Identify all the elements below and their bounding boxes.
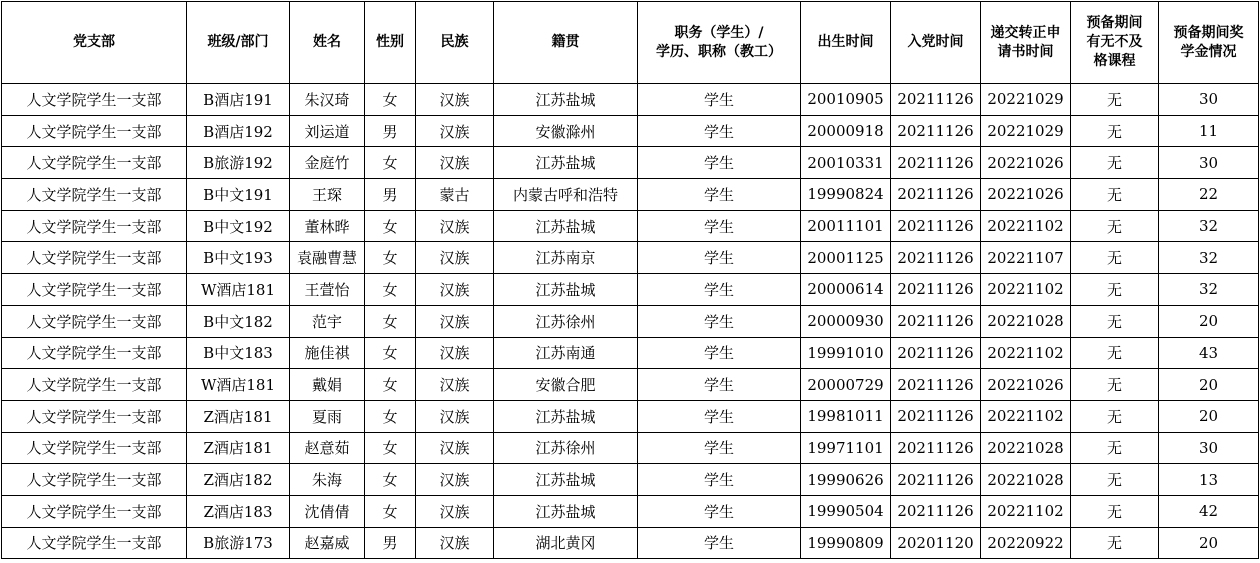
cell-name: 王萱怡: [290, 274, 365, 306]
cell-join: 20211126: [891, 464, 981, 496]
cell-ethnicity: 汉族: [416, 400, 494, 432]
cell-class: Z酒店182: [187, 464, 290, 496]
header-row: [2, 2, 1259, 84]
table-row: [2, 242, 1259, 274]
cell-gender: 女: [365, 274, 416, 306]
header-birth: 出生时间: [801, 2, 891, 84]
cell-apply: 20221102: [981, 337, 1071, 369]
cell-birth: 19990504: [801, 495, 891, 527]
cell-name: 沈倩倩: [290, 495, 365, 527]
cell-award: 32: [1159, 242, 1259, 274]
cell-class: B酒店192: [187, 115, 290, 147]
header-name: 姓名: [290, 2, 365, 84]
table-row: [2, 369, 1259, 401]
cell-branch: 人文学院学生一支部: [2, 147, 187, 179]
cell-position: 学生: [638, 495, 801, 527]
header-award-line2: 学金情况: [1180, 43, 1237, 60]
table-row: [2, 337, 1259, 369]
cell-branch: 人文学院学生一支部: [2, 527, 187, 559]
cell-ethnicity: 汉族: [416, 495, 494, 527]
cell-position: 学生: [638, 179, 801, 211]
cell-birth: 19991010: [801, 337, 891, 369]
cell-branch: 人文学院学生一支部: [2, 464, 187, 496]
cell-join: 20211126: [891, 242, 981, 274]
cell-apply: 20221029: [981, 115, 1071, 147]
cell-gender: 女: [365, 464, 416, 496]
cell-apply: 20221026: [981, 147, 1071, 179]
cell-ethnicity: 汉族: [416, 432, 494, 464]
cell-join: 20211126: [891, 369, 981, 401]
cell-join: 20211126: [891, 400, 981, 432]
cell-gender: 男: [365, 527, 416, 559]
cell-award: 32: [1159, 274, 1259, 306]
cell-award: 30: [1159, 84, 1259, 116]
cell-fail: 无: [1071, 527, 1159, 559]
cell-branch: 人文学院学生一支部: [2, 115, 187, 147]
header-apply-line1: 递交转正申: [990, 24, 1061, 41]
cell-class: W酒店181: [187, 369, 290, 401]
cell-class: W酒店181: [187, 274, 290, 306]
cell-ethnicity: 汉族: [416, 527, 494, 559]
cell-award: 42: [1159, 495, 1259, 527]
cell-branch: 人文学院学生一支部: [2, 210, 187, 242]
cell-birth: 19990809: [801, 527, 891, 559]
cell-birth: 20011101: [801, 210, 891, 242]
cell-origin: 安徽合肥: [494, 369, 638, 401]
cell-name: 朱汉琦: [290, 84, 365, 116]
cell-apply: 20221029: [981, 84, 1071, 116]
cell-join: 20211126: [891, 210, 981, 242]
cell-fail: 无: [1071, 369, 1159, 401]
header-fail-line2: 有无不及: [1086, 34, 1143, 50]
header-fail-line1: 预备期间: [1086, 15, 1143, 31]
cell-gender: 女: [365, 305, 416, 337]
header-fail-line3: 格课程: [1093, 53, 1136, 69]
cell-class: B中文192: [187, 210, 290, 242]
cell-birth: 19990824: [801, 179, 891, 211]
cell-ethnicity: 汉族: [416, 115, 494, 147]
cell-gender: 女: [365, 432, 416, 464]
cell-birth: 20000614: [801, 274, 891, 306]
table-row: [2, 432, 1259, 464]
cell-origin: 江苏盐城: [494, 495, 638, 527]
header-origin: 籍贯: [494, 2, 638, 84]
cell-gender: 女: [365, 210, 416, 242]
cell-gender: 女: [365, 84, 416, 116]
cell-award: 30: [1159, 147, 1259, 179]
cell-class: B中文183: [187, 337, 290, 369]
cell-join: 20211126: [891, 84, 981, 116]
cell-apply: 20221102: [981, 495, 1071, 527]
cell-apply: 20221028: [981, 432, 1071, 464]
cell-name: 戴娟: [290, 369, 365, 401]
cell-apply: 20221107: [981, 242, 1071, 274]
cell-name: 董林晔: [290, 210, 365, 242]
header-position: [638, 2, 801, 84]
cell-award: 20: [1159, 305, 1259, 337]
cell-position: 学生: [638, 432, 801, 464]
cell-ethnicity: 汉族: [416, 210, 494, 242]
cell-position: 学生: [638, 305, 801, 337]
cell-origin: 江苏盐城: [494, 147, 638, 179]
cell-branch: 人文学院学生一支部: [2, 400, 187, 432]
cell-class: Z酒店181: [187, 432, 290, 464]
cell-position: 学生: [638, 210, 801, 242]
roster-body: [2, 84, 1259, 559]
cell-birth: 20000930: [801, 305, 891, 337]
cell-name: 赵意茹: [290, 432, 365, 464]
cell-apply: 20221026: [981, 369, 1071, 401]
cell-origin: 江苏徐州: [494, 305, 638, 337]
header-position-line2: 学历、职称（教工）: [656, 43, 782, 60]
cell-origin: 江苏盐城: [494, 400, 638, 432]
header-award-line1: 预备期间奖: [1173, 24, 1244, 41]
cell-gender: 女: [365, 337, 416, 369]
header-apply-line2: 请书时间: [997, 43, 1054, 60]
header-gender: 性别: [365, 2, 416, 84]
cell-fail: 无: [1071, 432, 1159, 464]
cell-join: 20211126: [891, 179, 981, 211]
cell-ethnicity: 汉族: [416, 147, 494, 179]
cell-fail: 无: [1071, 305, 1159, 337]
cell-birth: 19990626: [801, 464, 891, 496]
cell-fail: 无: [1071, 337, 1159, 369]
cell-branch: 人文学院学生一支部: [2, 305, 187, 337]
table-row: [2, 115, 1259, 147]
cell-birth: 20001125: [801, 242, 891, 274]
cell-gender: 女: [365, 400, 416, 432]
cell-name: 王琛: [290, 179, 365, 211]
cell-apply: 20221028: [981, 305, 1071, 337]
cell-ethnicity: 汉族: [416, 369, 494, 401]
table-row: [2, 147, 1259, 179]
cell-birth: 20000918: [801, 115, 891, 147]
cell-branch: 人文学院学生一支部: [2, 369, 187, 401]
cell-apply: 20221026: [981, 179, 1071, 211]
cell-ethnicity: 汉族: [416, 242, 494, 274]
cell-birth: 20010331: [801, 147, 891, 179]
table-row: [2, 305, 1259, 337]
cell-award: 13: [1159, 464, 1259, 496]
cell-fail: 无: [1071, 115, 1159, 147]
table-row: [2, 464, 1259, 496]
table-row: [2, 179, 1259, 211]
cell-ethnicity: 汉族: [416, 305, 494, 337]
cell-apply: 20220922: [981, 527, 1071, 559]
cell-join: 20211126: [891, 337, 981, 369]
cell-birth: 20000729: [801, 369, 891, 401]
cell-origin: 江苏南通: [494, 337, 638, 369]
cell-gender: 女: [365, 147, 416, 179]
cell-fail: 无: [1071, 495, 1159, 527]
table-row: [2, 210, 1259, 242]
cell-position: 学生: [638, 400, 801, 432]
cell-class: B中文182: [187, 305, 290, 337]
cell-fail: 无: [1071, 84, 1159, 116]
table-row: [2, 274, 1259, 306]
cell-origin: 江苏盐城: [494, 84, 638, 116]
cell-gender: 女: [365, 242, 416, 274]
cell-award: 20: [1159, 369, 1259, 401]
cell-join: 20211126: [891, 305, 981, 337]
cell-award: 32: [1159, 210, 1259, 242]
cell-ethnicity: 汉族: [416, 337, 494, 369]
cell-ethnicity: 汉族: [416, 274, 494, 306]
cell-fail: 无: [1071, 400, 1159, 432]
cell-branch: 人文学院学生一支部: [2, 179, 187, 211]
cell-name: 范宇: [290, 305, 365, 337]
cell-position: 学生: [638, 527, 801, 559]
cell-join: 20211126: [891, 147, 981, 179]
cell-award: 43: [1159, 337, 1259, 369]
cell-class: B旅游173: [187, 527, 290, 559]
table-row: [2, 495, 1259, 527]
cell-class: B旅游192: [187, 147, 290, 179]
cell-ethnicity: 蒙古: [416, 179, 494, 211]
cell-join: 20211126: [891, 432, 981, 464]
cell-name: 施佳祺: [290, 337, 365, 369]
cell-ethnicity: 汉族: [416, 84, 494, 116]
cell-class: B酒店191: [187, 84, 290, 116]
cell-name: 朱海: [290, 464, 365, 496]
cell-join: 20211126: [891, 495, 981, 527]
header-position-line1: 职务（学生）/: [674, 24, 764, 41]
cell-fail: 无: [1071, 274, 1159, 306]
header-join: 入党时间: [891, 2, 981, 84]
cell-origin: 江苏盐城: [494, 210, 638, 242]
cell-fail: 无: [1071, 147, 1159, 179]
cell-gender: 男: [365, 115, 416, 147]
cell-branch: 人文学院学生一支部: [2, 84, 187, 116]
cell-class: B中文191: [187, 179, 290, 211]
member-roster-table: [1, 1, 1259, 559]
cell-join: 20211126: [891, 115, 981, 147]
cell-class: B中文193: [187, 242, 290, 274]
cell-fail: 无: [1071, 210, 1159, 242]
cell-join: 20211126: [891, 274, 981, 306]
table-row: [2, 84, 1259, 116]
cell-branch: 人文学院学生一支部: [2, 432, 187, 464]
cell-origin: 安徽滁州: [494, 115, 638, 147]
cell-join: 20201120: [891, 527, 981, 559]
cell-origin: 湖北黄冈: [494, 527, 638, 559]
cell-position: 学生: [638, 369, 801, 401]
cell-branch: 人文学院学生一支部: [2, 274, 187, 306]
cell-birth: 19971101: [801, 432, 891, 464]
table-row: [2, 527, 1259, 559]
cell-apply: 20221028: [981, 464, 1071, 496]
cell-position: 学生: [638, 274, 801, 306]
header-class: 班级/部门: [187, 2, 290, 84]
cell-name: 赵嘉威: [290, 527, 365, 559]
cell-class: Z酒店181: [187, 400, 290, 432]
cell-apply: 20221102: [981, 210, 1071, 242]
cell-gender: 男: [365, 179, 416, 211]
cell-position: 学生: [638, 337, 801, 369]
table-row: [2, 400, 1259, 432]
header-branch: 党支部: [2, 2, 187, 84]
cell-origin: 江苏盐城: [494, 274, 638, 306]
header-apply: [981, 2, 1071, 84]
cell-class: Z酒店183: [187, 495, 290, 527]
header-ethnicity: 民族: [416, 2, 494, 84]
cell-position: 学生: [638, 84, 801, 116]
cell-birth: 20010905: [801, 84, 891, 116]
cell-ethnicity: 汉族: [416, 464, 494, 496]
cell-name: 袁融曹慧: [290, 242, 365, 274]
cell-award: 22: [1159, 179, 1259, 211]
cell-position: 学生: [638, 242, 801, 274]
header-award: [1159, 2, 1259, 84]
cell-branch: 人文学院学生一支部: [2, 337, 187, 369]
cell-origin: 江苏南京: [494, 242, 638, 274]
cell-award: 20: [1159, 400, 1259, 432]
cell-gender: 女: [365, 495, 416, 527]
cell-name: 刘运道: [290, 115, 365, 147]
cell-name: 金庭竹: [290, 147, 365, 179]
cell-origin: 江苏盐城: [494, 464, 638, 496]
header-fail: [1071, 2, 1159, 84]
cell-origin: 内蒙古呼和浩特: [494, 179, 638, 211]
cell-fail: 无: [1071, 179, 1159, 211]
cell-gender: 女: [365, 369, 416, 401]
cell-branch: 人文学院学生一支部: [2, 242, 187, 274]
cell-birth: 19981011: [801, 400, 891, 432]
cell-branch: 人文学院学生一支部: [2, 495, 187, 527]
cell-position: 学生: [638, 464, 801, 496]
cell-fail: 无: [1071, 242, 1159, 274]
cell-name: 夏雨: [290, 400, 365, 432]
cell-award: 11: [1159, 115, 1259, 147]
cell-award: 20: [1159, 527, 1259, 559]
cell-position: 学生: [638, 147, 801, 179]
cell-apply: 20221102: [981, 400, 1071, 432]
cell-award: 30: [1159, 432, 1259, 464]
cell-position: 学生: [638, 115, 801, 147]
cell-origin: 江苏徐州: [494, 432, 638, 464]
cell-fail: 无: [1071, 464, 1159, 496]
cell-apply: 20221102: [981, 274, 1071, 306]
